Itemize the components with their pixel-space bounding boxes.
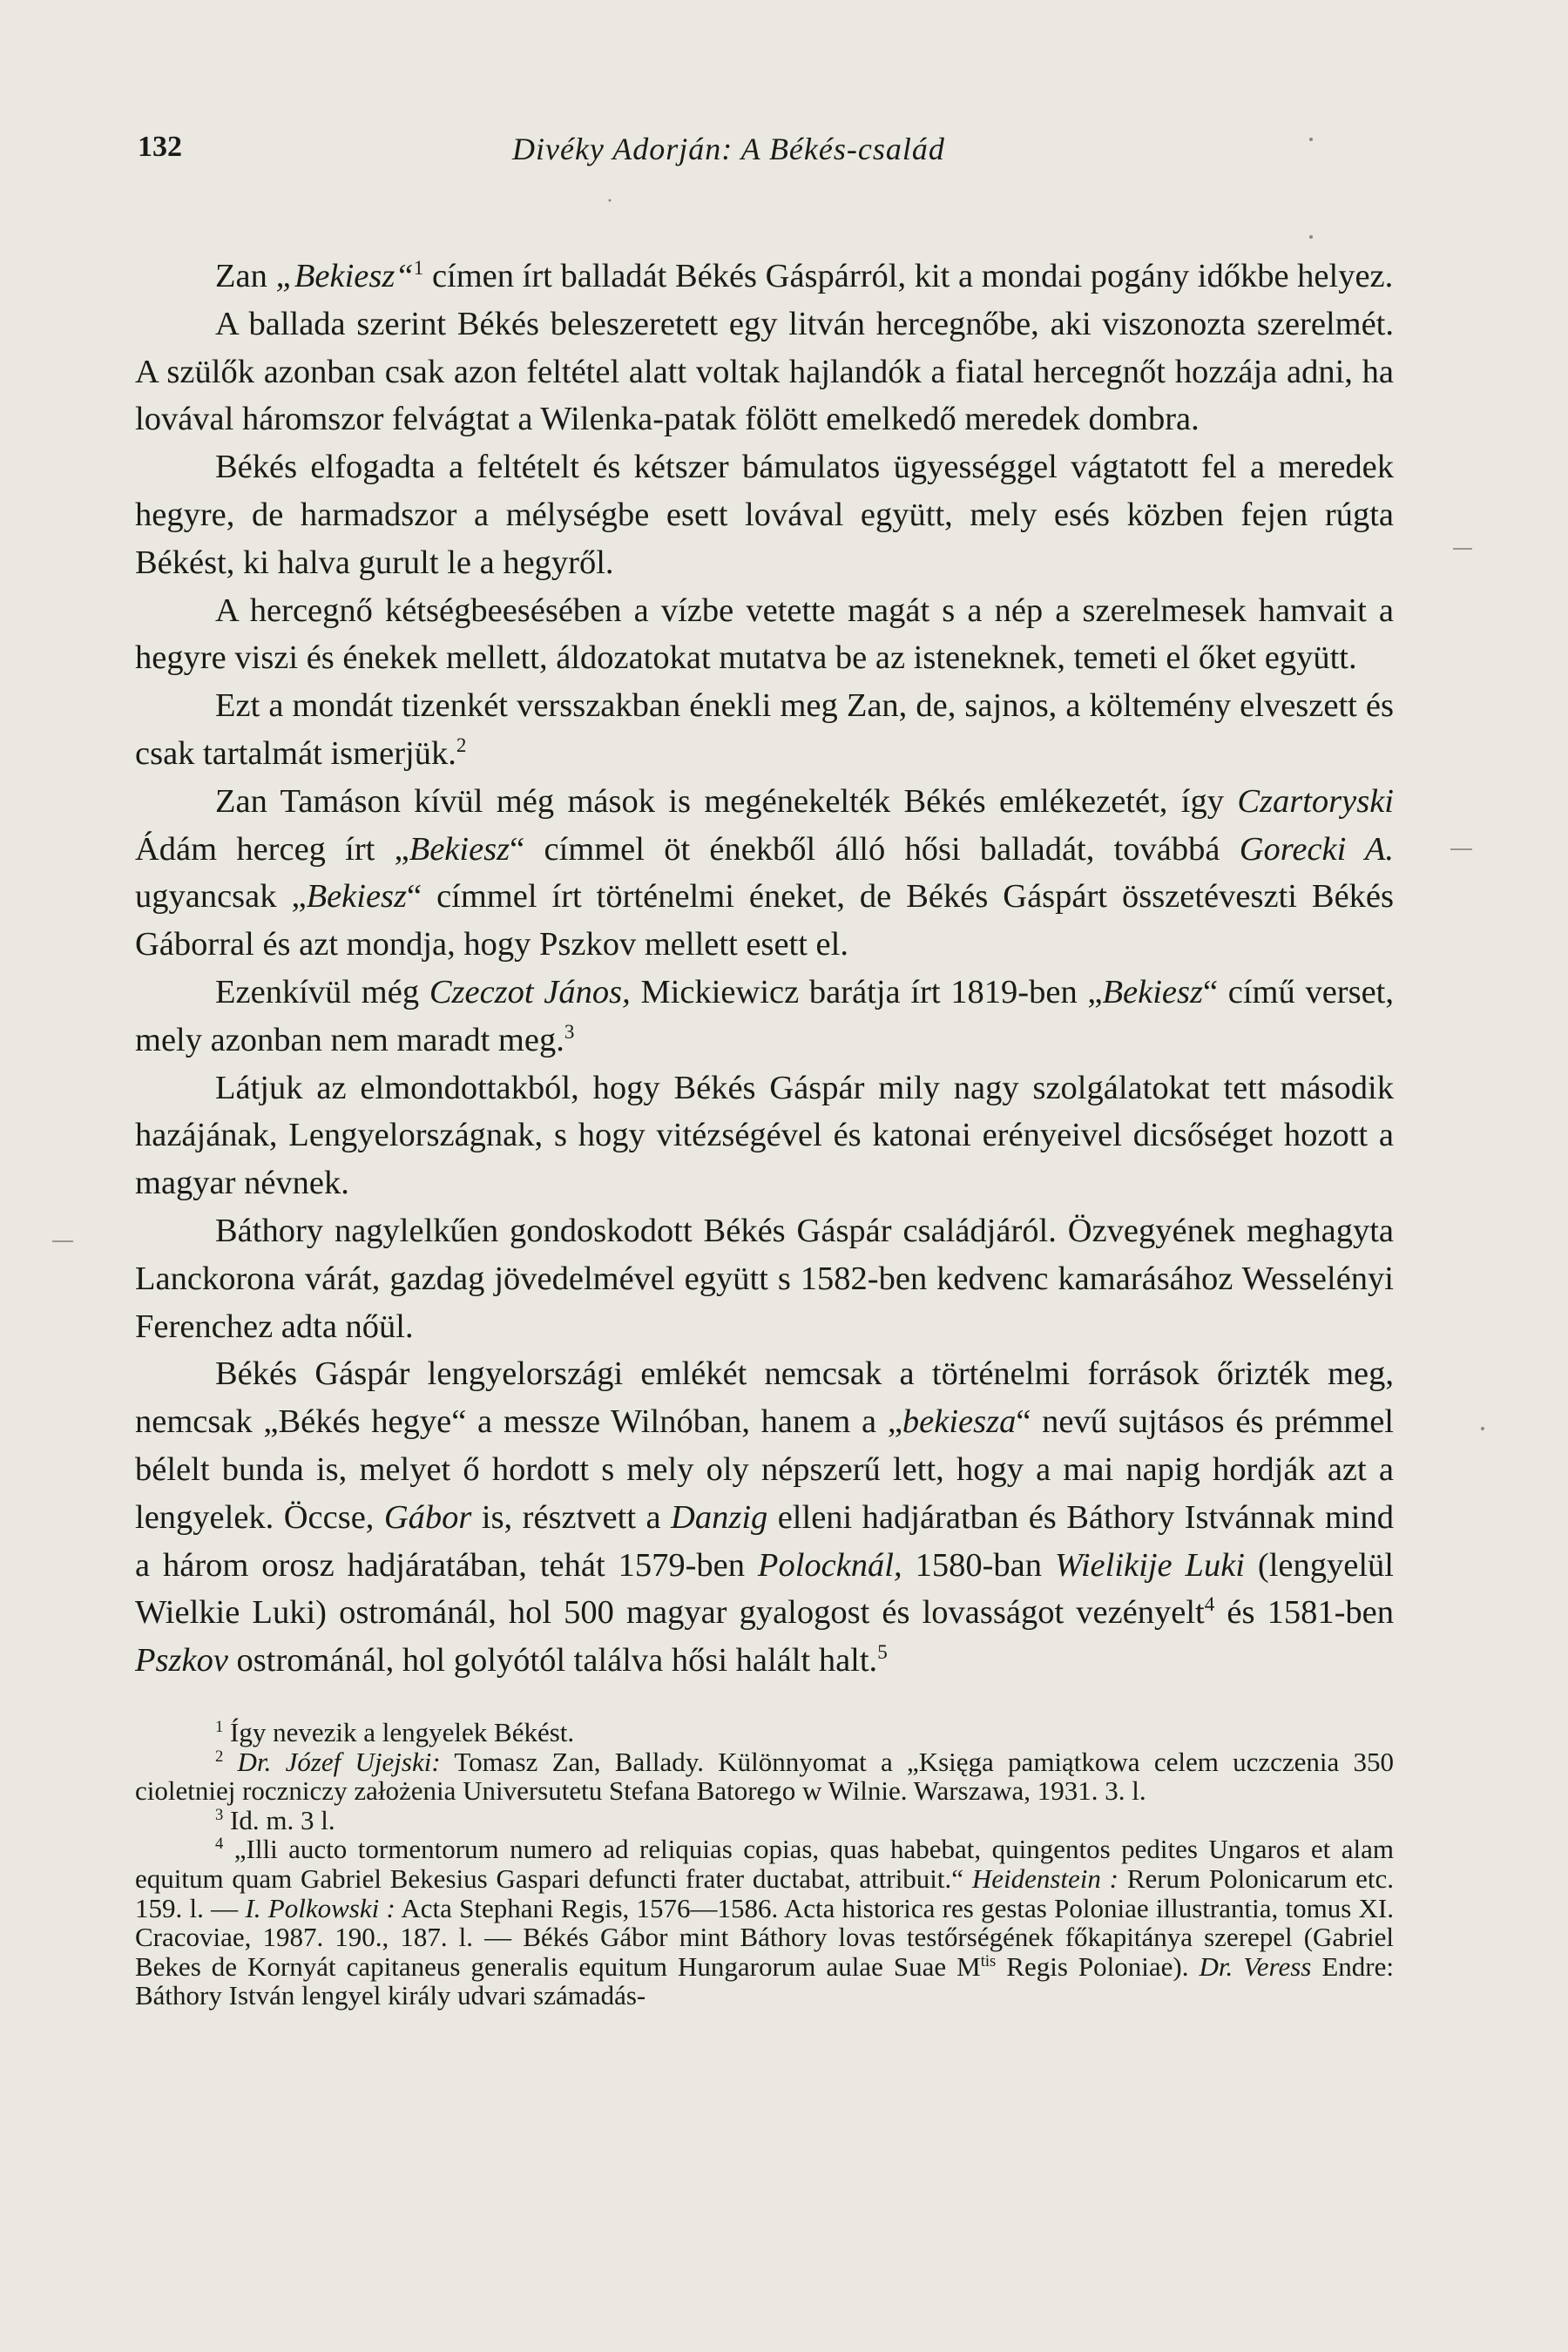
footnote-text: Így nevezik a lengyelek Békést. [223,1717,575,1747]
text-span: Ezt a mondát tizenkét versszakban énekli meg Zan, de, sajnos, a költemény elveszett és csak tartalmát ismerjük. [135,687,1394,772]
text-span: “ címmel írt történelmi éneket, de Békés Gáspárt összetéveszti Békés Gáborral és azt mondja, hogy Pszkov mellett esett el. [135,878,1394,963]
text-span: elleni hadjáratban és Báthory Istvánnak mind a három orosz hadjáratában, tehát 1579-ben [135,1498,1394,1584]
text-span: is, résztvett a [471,1498,672,1536]
italic-place: Danzig [671,1498,768,1536]
footnote-ref-2: 2 [456,733,467,757]
text-span: Ezenkívül még [215,973,429,1010]
footnote-ref-5: 5 [877,1640,888,1664]
paragraph-9: Báthory nagylelkűen gondoskodott Békés Gáspár családjáról. Özvegyének meghagyta Lanckorona várát, gazdag jövedelmével együtt s 1582-ben kedvenc kamarásához Wesselényi Ferenchez adta nőül. [135,1212,1394,1345]
footnote-number: 2 [215,1747,224,1766]
footnote-text: Rerum Polonicarum etc. 159. l. — [135,1862,1395,1923]
text-span: Mickiewicz barátja írt 1819-ben „ [630,973,1103,1010]
italic-term: bekiesza [902,1403,1017,1441]
footnote-4 [135,1835,1394,2011]
paragraph-1 [135,253,1394,301]
speck [609,199,612,202]
footnote-ref-3: 3 [564,1019,575,1043]
footnote-author: Dr. Józef Ujejski: [223,1746,441,1777]
footnote-author: Heidenstein : [971,1862,1119,1894]
text-span: címen írt balladát Békés Gáspárról, kit a mondai pogány időkbe helyez. [423,258,1394,294]
footnote-3 [135,1806,1394,1835]
paragraph-5 [135,682,1394,778]
text-span: Ádám herceg írt „ [135,830,409,868]
text-span: Zan Tamáson kívül még mások is megénekelték Békés emlékezetét, így [215,782,1238,820]
superscript-abbrev: tis [980,1951,997,1970]
italic-name: Czeczot János, [429,973,631,1010]
footnote-number: 3 [215,1805,224,1824]
footnote-text: Id. m. 3 l. [223,1804,335,1835]
footnote-text: Regis Poloniae). [996,1950,1200,1982]
italic-name: Gábor [383,1498,472,1536]
footnote-author: I. Polkowski : [245,1892,395,1923]
italic-name: Czartoryski [1237,782,1394,820]
text-span: “ címmel öt énekből álló hősi balladát, továbbá [510,830,1240,868]
footnote-text: „Illi aucto tormentorum numero ad reliquias copias, quas habebat, quingentos pedites Ungaros et alam equitum quam Gabriel Bekesius Gaspari defuncti frater ductabat, attribuit.“ [135,1834,1394,1894]
main-text [135,253,1394,1685]
footnote-text: Tomasz Zan, Ballady. Különnyomat a „Księga pamiątkowa celem uczczenia 350 cioletniej roczniczy założenia Universutetu Stefana Batorego w Wilnie. Warszawa, 1931. 3. l. [135,1746,1395,1807]
text-span: “ nevű sujtásos és prémmel bélelt bunda is, melyet ő hordott s mely oly népszerű lett, hogy a mai napig hordják azt a lengyelek. Öccse, [135,1403,1395,1536]
footnote-2 [135,1747,1394,1806]
speck [1309,235,1313,239]
footnote-ref-1: 1 [413,256,424,280]
footnote-number: 4 [215,1835,224,1854]
footnote-1 [135,1718,1394,1747]
text-span: Békés Gáspár lengyelországi emlékét nemcsak a történelmi források őrizték meg, nemcsak „Békés hegye“ a messze Wilnóban, hanem a „ [135,1355,1394,1441]
speck [1481,1427,1484,1430]
footnote-author: Dr. Veress [1199,1950,1312,1982]
italic-place: Polocknál, [757,1546,902,1584]
paragraph-7 [135,969,1394,1064]
paragraph-10 [135,1350,1394,1685]
text-span: 1580-ban [902,1546,1055,1584]
footnotes [135,1718,1394,2011]
paragraph-3: Békés elfogadta a feltételt és kétszer bámulatos ügyességgel vágtatott fel a meredek hegyre, de harmadszor a mélységbe esett lovával együtt, mely esés közben fejen rúgta Békést, ki halva gurult le a hegyről. [135,449,1394,581]
italic-title: Bekiesz [409,830,510,868]
footnote-text: Acta Stephani Regis, 1576—1586. Acta historica res gestas Poloniae illustrantia, tomus XI. Cracoviae, 1987. 190., 187. l. — Békés Gábor mint Báthory lovas testőrségének főkapitánya szerepel (Gabriel Bekes de Kornyát capitaneus generalis equitum Hungarorum aulae Suae M [135,1892,1394,1982]
page-number: 132 [138,131,182,163]
italic-place: Wielikije Luki [1054,1546,1245,1584]
italic-place: Pszkov [135,1642,228,1680]
text-span: és 1581-ben [1214,1594,1394,1632]
paragraph-2: A ballada szerint Békés beleszeretett egy litván hercegnőbe, aki viszonozta szerelmét. A szülők azonban csak azon feltétel alatt voltak hajlandók a fiatal hercegnőt hozzája adni, ha lovával háromszor felvágtat a Wilenka-patak fölött emelkedő meredek dombra. [135,305,1394,438]
text-span: “ című verset, mely azonban nem maradt meg. [135,973,1395,1058]
italic-title: Bekiesz [306,878,408,916]
text-span: ugyancsak „ [135,878,307,916]
footnote-text: Endre: Báthory István lengyel király udvari számadás- [135,1950,1394,2011]
paragraph-4: A hercegnő kétségbeesésében a vízbe vetette magát s a nép a szerelmesek hamvait a hegyre viszi és énekek mellett, áldozatokat mutatva be az isteneknek, temeti el őket együtt. [135,591,1394,677]
running-title: Divéky Adorján: A Békés-család [512,132,945,166]
italic-title: Bekiesz [1102,973,1203,1010]
text-span: (lengyelül Wielkie Luki) ostrománál, hol 500 magyar gyalogost és lovasságot vezényelt [135,1546,1394,1632]
italic-title: „Bekiesz“ [275,258,414,294]
paragraph-6 [135,778,1394,969]
page-header [138,131,1401,183]
italic-name: Gorecki A. [1239,830,1394,868]
footnote-ref-4: 4 [1204,1592,1215,1616]
text-span: Zan [215,258,276,294]
text-span: ostrománál, hol golyótól találva hősi halált halt. [227,1642,878,1680]
paragraph-8: Látjuk az elmondottakból, hogy Békés Gáspár mily nagy szolgálatokat tett második hazájának, Lengyelországnak, s hogy vitézségével és katonai erényeivel dicsőséget hozott a magyar névnek. [135,1069,1394,1202]
footnote-number: 1 [215,1717,224,1736]
